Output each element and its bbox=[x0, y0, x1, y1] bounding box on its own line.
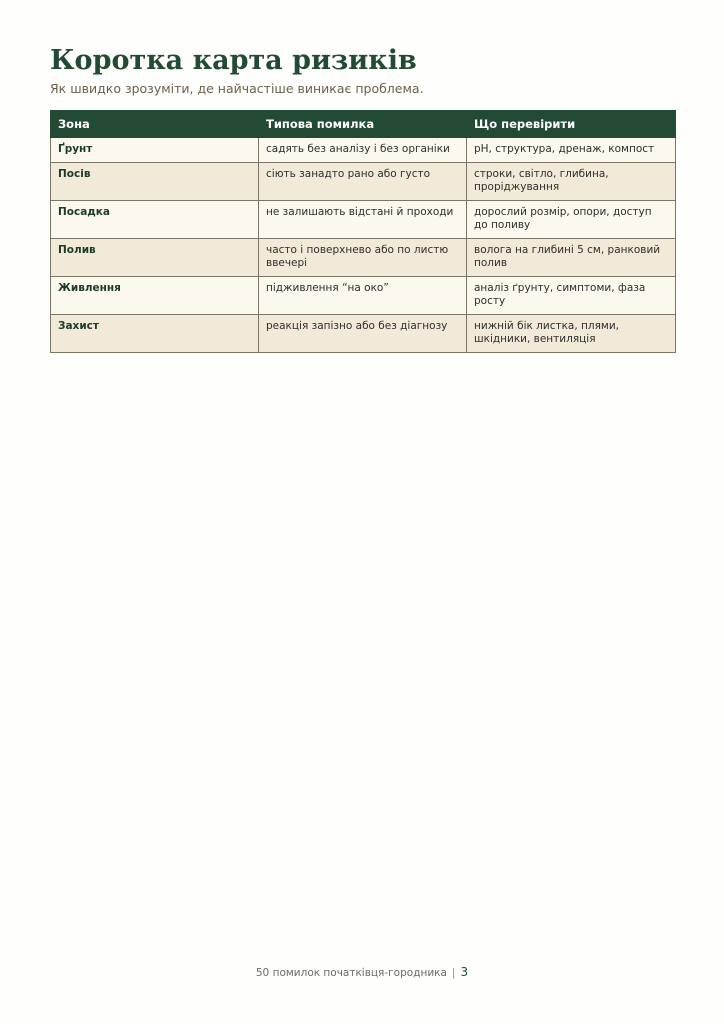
cell-check: волога на глибині 5 см, ранковий полив bbox=[467, 239, 676, 277]
cell-zone: Живлення bbox=[51, 277, 259, 315]
table-row bbox=[51, 201, 676, 239]
table-row bbox=[51, 239, 676, 277]
cell-mistake: садять без аналізу і без органіки bbox=[259, 138, 467, 163]
cell-mistake: не залишають відстані й проходи bbox=[259, 201, 467, 239]
cell-mistake: реакція запізно або без діагнозу bbox=[259, 315, 467, 353]
cell-zone: Посів bbox=[51, 163, 259, 201]
cell-mistake: часто і поверхнево або по листю ввечері bbox=[259, 239, 467, 277]
cell-check: pH, структура, дренаж, компост bbox=[467, 138, 676, 163]
table-header-row bbox=[51, 111, 676, 138]
cell-check: строки, світло, глибина, проріджування bbox=[467, 163, 676, 201]
table-row bbox=[51, 277, 676, 315]
page-subtitle: Як швидко зрозуміти, де найчастіше виникає проблема. bbox=[50, 81, 424, 96]
column-header-mistake: Типова помилка bbox=[259, 111, 467, 138]
cell-check: дорослий розмір, опори, доступ до поливу bbox=[467, 201, 676, 239]
table-row bbox=[51, 315, 676, 353]
page bbox=[50, 44, 675, 353]
footer-book-title: 50 помилок початківця-городника bbox=[255, 967, 447, 979]
cell-mistake: сіють занадто рано або густо bbox=[259, 163, 467, 201]
page-number: 3 bbox=[460, 965, 469, 979]
cell-zone: Ґрунт bbox=[51, 138, 259, 163]
cell-mistake: підживлення “на око” bbox=[259, 277, 467, 315]
cell-zone: Полив bbox=[51, 239, 259, 277]
column-header-zone: Зона bbox=[51, 111, 259, 138]
cell-zone: Захист bbox=[51, 315, 259, 353]
cell-zone: Посадка bbox=[51, 201, 259, 239]
risk-table bbox=[50, 110, 676, 353]
cell-check: нижній бік листка, плями, шкідники, вентиляція bbox=[467, 315, 676, 353]
table-row bbox=[51, 138, 676, 163]
table-row bbox=[51, 163, 676, 201]
page-footer bbox=[0, 965, 724, 979]
page-title: Коротка карта ризиків bbox=[50, 45, 417, 76]
column-header-check: Що перевірити bbox=[467, 111, 676, 138]
cell-check: аналіз ґрунту, симптоми, фаза росту bbox=[467, 277, 676, 315]
footer-separator: | bbox=[451, 967, 456, 979]
